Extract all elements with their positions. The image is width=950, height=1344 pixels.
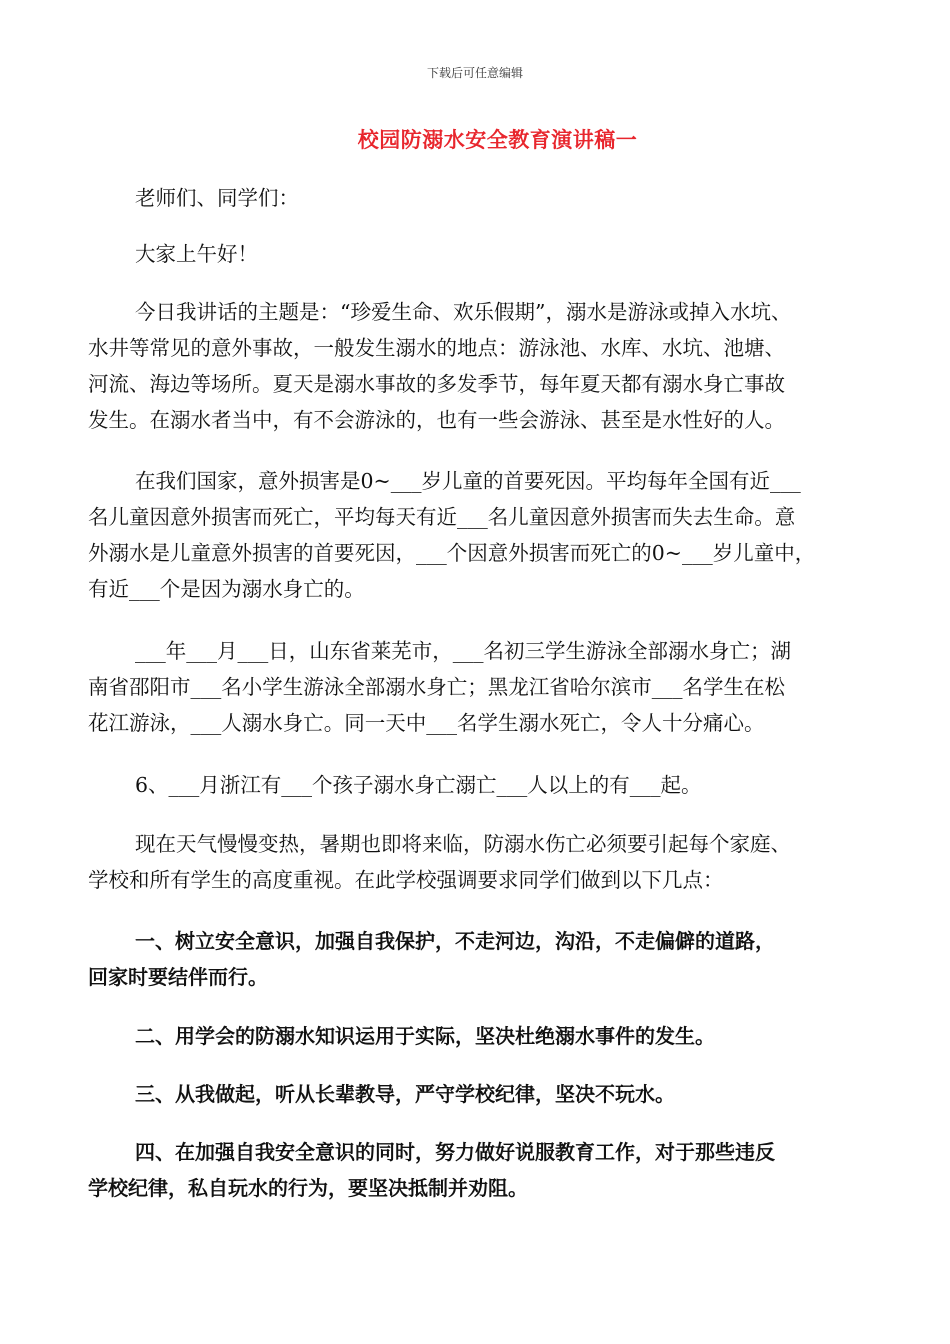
- point-three: 三、从我做起，听从长辈教导，严守学校纪律，坚决不玩水。: [135, 1082, 675, 1106]
- paragraph-summer: 现在天气慢慢变热，暑期也即将来临，防溺水伤亡必须要引起每个家庭、 学校和所有学生的高度重视。在此学校强调要求同学们做到以下几点：: [88, 832, 791, 892]
- document-title: 校园防溺水安全教育演讲稿一: [357, 128, 638, 152]
- salutation: 老师们、同学们：: [135, 186, 299, 210]
- paragraph-theme: 今日我讲话的主题是：“珍爱生命、欢乐假期”，溺水是游泳或掉入水坑、 水井等常见的意外事故，一般发生溺水的地点：游泳池、水库、水坑、池塘、 河流、海边等场所。夏天是溺水事故的多发季节，每年夏天都有溺水身亡事故 发生。在溺水者当中，有不会游泳的，也有一些会游泳、甚至是水性好的人。: [88, 300, 792, 432]
- paragraph-statistics: 在我们国家，意外损害是0~___岁儿童的首要死因。平均每年全国有近___ 名儿童因意外损害而死亡，平均每天有近___名儿童因意外损害而失去生命。意 外溺水是儿童意外损害的首要死因，___个因意外损害而死亡的0~___岁儿童中， 有近___个是因为溺水身亡的。: [88, 469, 816, 601]
- paragraph-zhejiang: 6、___月浙江有___个孩子溺水身亡溺亡___人以上的有___起。: [135, 773, 702, 797]
- point-one: 一、树立安全意识，加强自我保护，不走河边，沟沿，不走偏僻的道路， 回家时要结伴而行。: [88, 929, 775, 989]
- paragraph-incidents: ___年___月___日，山东省莱芜市，___名初三学生游泳全部溺水身亡；湖 南省邵阳市___名小学生游泳全部溺水身亡；黑龙江省哈尔滨市___名学生在松 花江游泳，___人溺水身亡。同一天中___名学生溺水死亡，令人十分痛心。: [88, 639, 791, 735]
- greeting: 大家上午好！: [135, 242, 258, 266]
- point-four: 四、在加强自我安全意识的同时，努力做好说服教育工作，对于那些违反 学校纪律，私自玩水的行为，要坚决抵制并劝阻。: [88, 1140, 775, 1200]
- page-header: 下载后可任意编辑: [426, 66, 523, 80]
- point-two: 二、用学会的防溺水知识运用于实际，坚决杜绝溺水事件的发生。: [135, 1024, 715, 1048]
